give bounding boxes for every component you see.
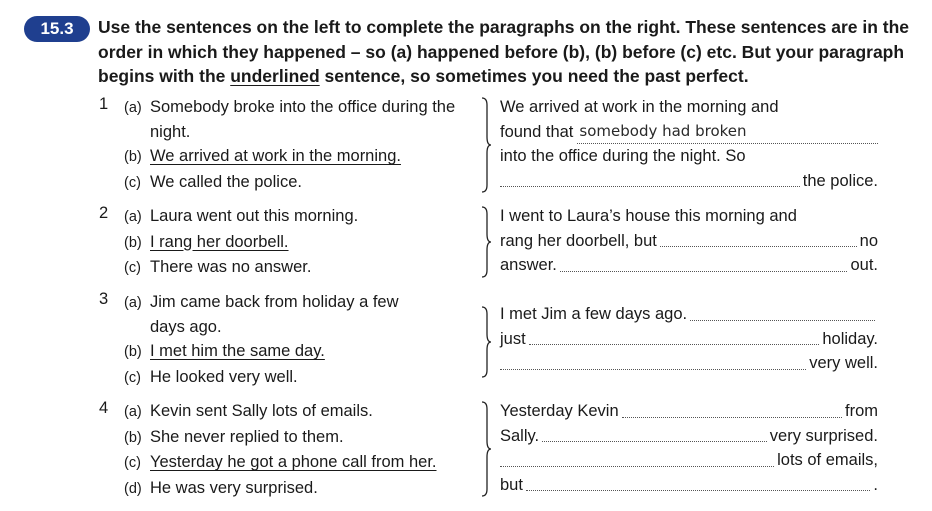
sentence-b (124, 425, 474, 451)
para-line-1 (500, 95, 878, 120)
sentence-c (124, 365, 434, 391)
para-line-4 (500, 169, 878, 194)
sentence-c (124, 450, 474, 476)
para-text: I met Jim a few days ago. (500, 305, 688, 323)
para-text: no (859, 231, 878, 250)
sentence-a (124, 95, 474, 144)
para-text: Sally. (500, 426, 540, 445)
sentence-list (124, 95, 474, 195)
sentence-text-underlined: I met him the same day. (150, 342, 325, 360)
sentence-text: He looked very well. (150, 367, 298, 386)
para-line-2 (500, 327, 878, 352)
sentence-label: (b) (124, 429, 142, 446)
answer-blank[interactable] (500, 185, 800, 187)
sentence-list (124, 290, 434, 390)
sentence-list (124, 399, 474, 501)
para-text: answer. (500, 256, 557, 274)
sentence-b (124, 230, 474, 256)
paragraph (500, 302, 878, 376)
sentence-b (124, 339, 434, 365)
sentence-text: He was very surprised. (150, 478, 318, 497)
answer-blank[interactable] (622, 416, 842, 418)
para-text: out. (850, 256, 878, 274)
instruction-text: Use the sentences on the left to complete the paragraphs on the right. These sentences are in the order in which they happened – so (a) happened before (b), (b) before (c) etc. But your paragraph begins with the (98, 17, 910, 86)
para-line-1 (500, 399, 878, 424)
sentence-label: (a) (124, 404, 142, 420)
sentence-list (124, 204, 474, 281)
sentence-label: (a) (124, 100, 142, 116)
sentence-label: (b) (124, 344, 142, 360)
brace-icon (478, 401, 494, 497)
answer-blank[interactable] (526, 489, 870, 491)
sentence-c (124, 255, 474, 281)
paragraph (500, 204, 878, 278)
sentence-text: There was no answer. (150, 258, 312, 276)
sentence-label: (c) (124, 369, 141, 386)
para-line-4 (500, 473, 878, 498)
para-line-3 (500, 351, 878, 376)
answer-blank[interactable] (529, 343, 820, 345)
sentence-label: (b) (124, 149, 142, 165)
para-text: lots of emails, (777, 451, 878, 469)
answer-blank[interactable] (500, 368, 806, 370)
para-line-1 (500, 302, 878, 327)
para-text: holiday. (822, 329, 878, 348)
sentence-label: (c) (124, 455, 141, 471)
sentence-c (124, 170, 474, 196)
answer-field[interactable]: somebody had broken (577, 119, 878, 145)
sentence-label: (d) (124, 480, 142, 497)
sentence-text: She never replied to them. (150, 427, 344, 446)
paragraph (500, 399, 878, 497)
para-line-3 (500, 253, 878, 278)
brace-icon (478, 206, 494, 278)
sentence-text: Laura went out this morning. (150, 207, 359, 225)
item-number: 4 (99, 399, 109, 417)
para-text: We arrived at work in the morning and (500, 98, 779, 116)
sentence-text: We called the police. (150, 172, 302, 191)
brace-icon (478, 306, 494, 378)
sentence-a (124, 204, 474, 230)
para-text: the police. (802, 171, 878, 190)
para-text: just (500, 329, 526, 348)
answer-blank[interactable] (542, 440, 767, 442)
item-number: 2 (99, 204, 109, 222)
sentence-label: (a) (124, 209, 142, 225)
para-text: but (500, 475, 523, 494)
para-text: from (845, 402, 878, 420)
sentence-text: Somebody broke into the office during the night. (150, 98, 456, 141)
instruction-text-end: sentence, so sometimes you need the past perfect. (319, 66, 749, 86)
sentence-text: Kevin sent Sally lots of emails. (150, 402, 373, 420)
sentence-a (124, 399, 474, 425)
sentence-b (124, 144, 474, 170)
para-line-2 (500, 424, 878, 449)
sentence-label: (b) (124, 234, 142, 251)
answer-blank[interactable] (500, 465, 774, 467)
para-text: rang her doorbell, but (500, 231, 657, 250)
sentence-text-underlined: I rang her doorbell. (150, 232, 289, 251)
sentence-text: Jim came back from holiday a few days ago. (150, 293, 399, 336)
para-line-2 (500, 229, 878, 254)
para-line-3 (500, 448, 878, 473)
para-line-1 (500, 204, 878, 229)
sentence-text-underlined: Yesterday he got a phone call from her. (150, 453, 437, 471)
sentence-label: (c) (124, 174, 141, 191)
item-number: 3 (99, 290, 109, 308)
sentence-text-underlined: We arrived at work in the morning. (150, 147, 401, 165)
instruction-underlined-word: underlined (230, 66, 320, 86)
para-line-2 (500, 120, 878, 145)
answer-blank[interactable] (660, 245, 857, 247)
para-text: . (873, 475, 878, 494)
paragraph (500, 95, 878, 193)
sentence-label: (a) (124, 295, 142, 311)
sentence-label: (c) (124, 260, 141, 276)
exercise-number-badge: 15.3 (24, 16, 90, 42)
instructions (98, 15, 918, 89)
para-text: into the office during the night. So (500, 147, 746, 165)
para-text: found that (500, 122, 574, 141)
para-text: I went to Laura’s house this morning and (500, 207, 797, 225)
answer-blank[interactable] (560, 270, 848, 272)
answer-blank[interactable] (690, 319, 875, 321)
sentence-a (124, 290, 434, 339)
para-line-3 (500, 144, 878, 169)
para-text: very well. (809, 354, 878, 372)
para-text: Yesterday Kevin (500, 402, 619, 420)
item-number: 1 (99, 95, 109, 113)
para-text: very surprised. (769, 426, 878, 445)
sentence-d (124, 476, 474, 502)
brace-icon (478, 97, 494, 193)
